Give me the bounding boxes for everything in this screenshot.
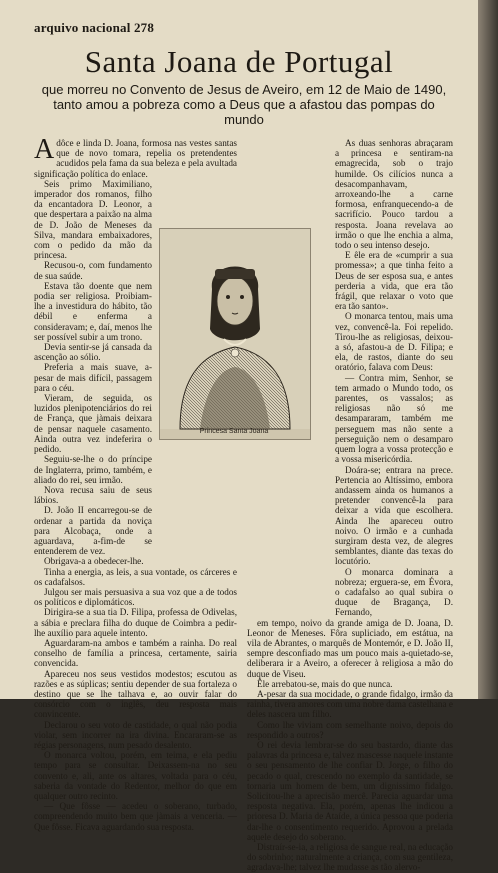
paragraph: Dirigira-se a sua tia D. Filipa, professa de Odivelas, a sábia e preclara filha do duque de Coimbra a pedir-lhe auxílio para aquele intento. [34, 607, 237, 638]
paragraph: Apareceu nos seus vestidos modestos; escutou as razões e as súplicas; sentiu depender de sua fortaleza o destino que se lhe talhava e, ao ouvir falar do consórcio com o inglês, deu resposta mais convincente. [34, 668, 237, 720]
paragraph: O rei devia lembrar-se do seu bastardo, diante das palavras da princesa e, talvez mascesse naquele instante o seu pensamento de lhe confiar D. Jorge, o filho do pecado o qual, crescendo no exemplo da santidade, se tornaria um homem de bem, um dignissimo fidalgo. Solicitou-lhe a aprecisão mercê. Parecia aguardar uma resposta negativa. Ela, porém, apenas lhe indicou a prioresa D. Maria de Ataíde, a única pessoa que poderia dar-lhe o consentimento requerido. Aprovou a prelada aquele desejo do soberano. [247, 739, 453, 842]
paragraph: D. João II encarregou-se de ordenar a partida da noviça para Alcobaça, onde a aguardava, a-fim-de se entenderem de vez. [34, 505, 152, 557]
paragraph: Recusou-o, com fundamento de sua saúde. [34, 260, 152, 281]
paragraph: O monarca dominara a nobreza; erguera-se, em Évora, o cadafalso ao qual subira o duque de Bragança, D. Fernando, [335, 566, 453, 618]
paragraph: Obrigava-a a obedecer-lhe. [44, 556, 144, 567]
paragraph: Seis primo Maximiliano, imperador dos romanos, filho da encantadora D. Leonor, a que despertara a paixão na alma de D. João de Meneses da Silva, mandara embaixadores, com o pedido da mão da princesa. [34, 178, 152, 261]
portrait-illustration [160, 229, 310, 429]
paragraph: Como lhe viviam com semelhante noivo, depois do respondido a outros? [247, 719, 453, 740]
right-narrow-block [335, 138, 453, 618]
paragraph: Vieram, de seguida, os luzidos plenipotenciários do rei de França, que jàmais deixara de pensar naquele casamento. Ainda outra vez indeferira o pedido. [34, 393, 152, 455]
paragraph: — Que fôsse — acedeu o soberano, turbado, compreendendo muito bem que jàmais a venceria. — Que fôsse. Ficava aguardando sua resposta. [34, 801, 237, 832]
paragraph: Doára-se; entrara na prece. Pertencia ao Altíssimo, embora andassem ainda os humanos a pretender convencê-la para deixar a vida que escolhera. Ainda lhe apareceu outro noivo. O irmão e a cunhada surgiram desta vez, de alegres semblantes, diante das texas do locutório. [335, 464, 453, 567]
paragraph: Aguardaram-na ambos e também a rainha. Do real conselho de família a princesa, certamente, sairia convencida. [34, 637, 237, 669]
paragraph: O monarca tentou, mais uma vez, convencê-la. Foi repelido. Tirou-lhe as religiosas, deixou-a só, afastou-a de D. Filipa; e ela, de rastos, diante do seu oratório, falava com Deus: [335, 311, 453, 373]
paragraph: Devia sentir-se já cansada da ascenção ao sólio. [34, 342, 152, 363]
running-header: arquivo nacional 278 [34, 20, 155, 35]
right-wide-block [247, 618, 453, 873]
left-paragraph-first: Adôce e linda D. Joana, formosa nas vestes santas que de novo tomara, repelia os pretendentes acudidos pela fama da sua beleza e pela avultada significação política do enlace. [34, 134, 237, 179]
paragraph: Julgou ser mais persuasiva a sua voz que a de todos os políticos e diplomáticos. [34, 586, 237, 608]
paragraph: A-pesar da sua mocidade, o grande fidalgo, irmão da rainha, tivera amores com uma nobre dama castelhana e deles nascera um filho. [247, 688, 453, 720]
paragraph: As duas senhoras abraçaram a princesa e sentiram-na emagrecida, sob o trajo humilde. Os cilícios nunca a desacompanhavam, arroxeando-lhe a carne formosa, enfranquecendo-a de sacrifício. Pouco tardou a resposta. Joana revelava ao irmão o que lhe enchia a alma, todo o seu intenso desejo. [335, 138, 453, 251]
paragraph: Distraír-se-ia, a religiosa de sangue real, na educação do sobrinho; naturalmente a criança, com sua gentileza, agradava-lhe; talvez lhe mudasse as tão alervo- [247, 842, 453, 873]
paragraph: E êle era de «cumprir a sua promessa»; a que tinha feito a Deus de ser esposa sua, e antes perderia a vida, que era tão frágil, que relaxar o voto que era tão santo». [335, 250, 453, 312]
paragraph: — Contra mim, Senhor, se tem armado o Mundo todo, os parentes, os vassalos; as religiosas não só me desampararam, também me perseguem mas não sente a perseguição nem o desamparo quem logra a vossa protecção e a vossa misericórdia. [335, 372, 453, 465]
left-narrow-block [34, 179, 152, 567]
drop-cap: A [34, 134, 55, 165]
paragraph: Declarou o seu voto de castidade, o qual não podia violar, sem incorrer na ira divina. Encararam-se as régias personagens, num pesado desalento. [34, 719, 237, 750]
left-wide-block [34, 567, 237, 832]
portrait-engraving [159, 228, 311, 440]
paragraph: Seguiu-se-lhe o do príncipe de Inglaterra, primo, também, e aliado do rei, seu irmão. [34, 454, 152, 485]
portrait-caption: Princesa Santa Joana [199, 428, 269, 435]
paragraph: Êle arrebatou-se, mais do que nunca. [257, 678, 393, 689]
paragraph: Nova recusa saiu de seus lábios. [34, 484, 152, 506]
paragraph: Estava tão doente que nem podia ser religiosa. Proibiam-lhe a investidura do hábito, tão débil e enferma a consideravam; e, daí, menos lhe ser possível subir a um trono. [34, 280, 152, 342]
page-edge [478, 0, 498, 699]
paragraph: Preferia a mais suave, a-pesar de mais difícil, passagem para o céu. [34, 362, 152, 393]
paragraph: O monarca voltou, porém, em teima, e ela pediu tempo para se consultar. Deixassem-na no seu convento e, ali, ante os altares, voltada para o céu, saberia da vontade do Redentor, melhor do que em qualquer outro recinto. [34, 750, 237, 801]
article-title: Santa Joana de Portugal [84, 44, 394, 79]
paragraph: Tinha a energia, as leis, a sua vontade, os cárceres e os cadafalsos. [34, 566, 237, 587]
paragraph: em tempo, noivo da grande amiga de D. Joana, D. Leonor de Meneses. Fôra supliciado, em estátua, na vila de Abrantes, o marquês de Montemór, e D. João II, sempre desconfiado mas um pouco mais a-quietado-se, deliberara ir a Aveiro, a oferecer à religiosa a mão do duque de Viseu. [247, 617, 453, 679]
article-subtitle: que morreu no Convento de Jesus de Aveiro, em 12 de Maio de 1490, tanto amou a pobreza como a Deus que a afastou das pompas do mundo [41, 82, 447, 127]
